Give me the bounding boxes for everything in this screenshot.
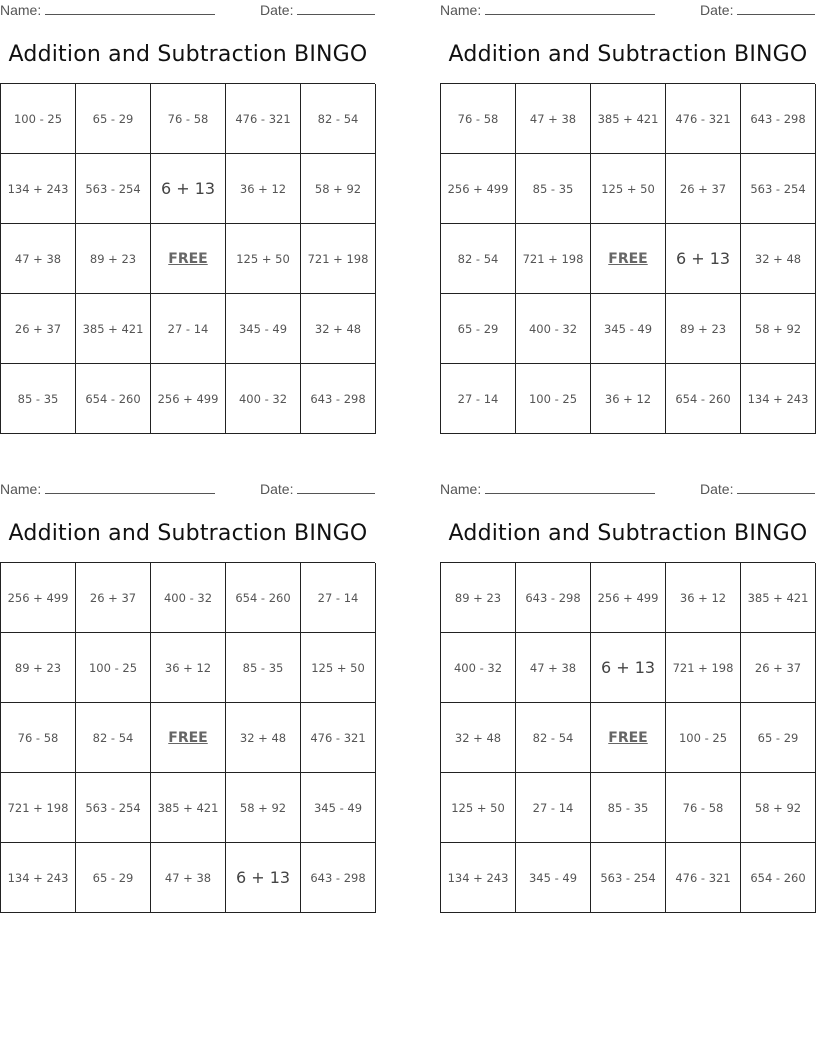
bingo-cell[interactable]: 125 + 50 [226, 224, 301, 294]
bingo-cell[interactable]: 643 - 298 [741, 84, 816, 154]
card-title: Addition and Subtraction BINGO [448, 42, 808, 67]
bingo-cell[interactable]: 6 + 13 [666, 224, 741, 294]
name-label: Name: [0, 2, 42, 18]
bingo-cell[interactable]: 125 + 50 [591, 154, 666, 224]
bingo-cell[interactable]: 134 + 243 [441, 843, 516, 913]
date-field[interactable] [260, 481, 375, 497]
bingo-cell[interactable]: 385 + 421 [76, 294, 151, 364]
bingo-cell[interactable]: 32 + 48 [226, 703, 301, 773]
bingo-cell[interactable]: 563 - 254 [76, 154, 151, 224]
bingo-cell[interactable]: 345 - 49 [301, 773, 376, 843]
bingo-cell[interactable]: 47 + 38 [1, 224, 76, 294]
bingo-cell[interactable]: 721 + 198 [516, 224, 591, 294]
bingo-cell[interactable]: 256 + 499 [1, 563, 76, 633]
bingo-cell[interactable]: 58 + 92 [741, 294, 816, 364]
bingo-cell[interactable]: 654 - 260 [226, 563, 301, 633]
bingo-cell[interactable]: 47 + 38 [516, 84, 591, 154]
bingo-cell[interactable]: 125 + 50 [301, 633, 376, 703]
bingo-cell[interactable]: 89 + 23 [441, 563, 516, 633]
bingo-cell[interactable]: 654 - 260 [76, 364, 151, 434]
bingo-cell[interactable]: 27 - 14 [516, 773, 591, 843]
bingo-cell[interactable]: 65 - 29 [76, 843, 151, 913]
bingo-grid [440, 562, 815, 913]
name-blank-line[interactable] [45, 2, 215, 15]
free-space[interactable]: FREE [151, 224, 226, 294]
bingo-cell[interactable]: 400 - 32 [226, 364, 301, 434]
date-blank-line[interactable] [737, 2, 815, 15]
bingo-cell[interactable]: 256 + 499 [151, 364, 226, 434]
bingo-cell[interactable]: 47 + 38 [151, 843, 226, 913]
bingo-cell[interactable]: 76 - 58 [1, 703, 76, 773]
bingo-cell[interactable]: 654 - 260 [666, 364, 741, 434]
bingo-cell[interactable]: 400 - 32 [151, 563, 226, 633]
bingo-cell[interactable]: 32 + 48 [301, 294, 376, 364]
bingo-cell[interactable]: 85 - 35 [516, 154, 591, 224]
bingo-cell[interactable]: 476 - 321 [666, 84, 741, 154]
date-label: Date: [260, 481, 294, 497]
bingo-cell[interactable]: 36 + 12 [591, 364, 666, 434]
bingo-cell[interactable]: 58 + 92 [226, 773, 301, 843]
bingo-cell[interactable]: 563 - 254 [76, 773, 151, 843]
bingo-cell[interactable]: 27 - 14 [151, 294, 226, 364]
bingo-cell[interactable]: 27 - 14 [441, 364, 516, 434]
name-date-row [440, 481, 816, 499]
bingo-cell[interactable]: 385 + 421 [591, 84, 666, 154]
name-field[interactable] [0, 2, 215, 18]
bingo-cell[interactable]: 47 + 38 [516, 633, 591, 703]
bingo-cell[interactable]: 643 - 298 [301, 843, 376, 913]
bingo-cell[interactable]: 100 - 25 [516, 364, 591, 434]
bingo-card [0, 0, 376, 440]
bingo-cell[interactable]: 89 + 23 [1, 633, 76, 703]
bingo-cell[interactable]: 476 - 321 [301, 703, 376, 773]
bingo-cell[interactable]: 134 + 243 [741, 364, 816, 434]
bingo-cell[interactable]: 125 + 50 [441, 773, 516, 843]
date-field[interactable] [260, 2, 375, 18]
bingo-cell[interactable]: 65 - 29 [741, 703, 816, 773]
bingo-cell[interactable]: 89 + 23 [666, 294, 741, 364]
bingo-cell[interactable]: 82 - 54 [301, 84, 376, 154]
bingo-cell[interactable]: 400 - 32 [441, 633, 516, 703]
bingo-cell[interactable]: 345 - 49 [516, 843, 591, 913]
name-blank-line[interactable] [485, 2, 655, 15]
bingo-cell[interactable]: 36 + 12 [151, 633, 226, 703]
bingo-cell[interactable]: 385 + 421 [741, 563, 816, 633]
bingo-grid [440, 83, 815, 434]
bingo-cell[interactable]: 82 - 54 [441, 224, 516, 294]
date-field[interactable] [700, 481, 815, 497]
card-title: Addition and Subtraction BINGO [8, 521, 368, 546]
bingo-cell[interactable]: 32 + 48 [741, 224, 816, 294]
bingo-cell[interactable]: 85 - 35 [591, 773, 666, 843]
bingo-cell[interactable]: 721 + 198 [666, 633, 741, 703]
bingo-cell[interactable]: 721 + 198 [301, 224, 376, 294]
bingo-cell[interactable]: 76 - 58 [666, 773, 741, 843]
name-field[interactable] [440, 2, 655, 18]
bingo-cell[interactable]: 563 - 254 [591, 843, 666, 913]
bingo-cell[interactable]: 26 + 37 [741, 633, 816, 703]
bingo-cell[interactable]: 643 - 298 [516, 563, 591, 633]
name-date-row [440, 2, 816, 20]
name-field[interactable] [0, 481, 215, 497]
bingo-cell[interactable]: 32 + 48 [441, 703, 516, 773]
bingo-cell[interactable]: 100 - 25 [1, 84, 76, 154]
bingo-cell[interactable]: 643 - 298 [301, 364, 376, 434]
bingo-cell[interactable]: 400 - 32 [516, 294, 591, 364]
bingo-cell[interactable]: 76 - 58 [151, 84, 226, 154]
bingo-cell[interactable]: 26 + 37 [1, 294, 76, 364]
bingo-grid [0, 83, 375, 434]
name-date-row [0, 2, 376, 20]
name-label: Name: [440, 2, 482, 18]
bingo-cell[interactable]: 256 + 499 [441, 154, 516, 224]
bingo-cell[interactable]: 82 - 54 [76, 703, 151, 773]
date-blank-line[interactable] [297, 481, 375, 494]
card-title: Addition and Subtraction BINGO [448, 521, 808, 546]
free-space[interactable]: FREE [591, 703, 666, 773]
bingo-cell[interactable]: 76 - 58 [441, 84, 516, 154]
bingo-cell[interactable]: 100 - 25 [76, 633, 151, 703]
bingo-cell[interactable]: 654 - 260 [741, 843, 816, 913]
bingo-cell[interactable]: 6 + 13 [151, 154, 226, 224]
name-blank-line[interactable] [485, 481, 655, 494]
bingo-cell[interactable]: 27 - 14 [301, 563, 376, 633]
bingo-cell[interactable]: 256 + 499 [591, 563, 666, 633]
name-blank-line[interactable] [45, 481, 215, 494]
bingo-cell[interactable]: 134 + 243 [1, 154, 76, 224]
bingo-cell[interactable]: 345 - 49 [591, 294, 666, 364]
name-field[interactable] [440, 481, 655, 497]
bingo-cell[interactable]: 36 + 12 [226, 154, 301, 224]
name-date-row [0, 481, 376, 499]
bingo-cell[interactable]: 65 - 29 [441, 294, 516, 364]
bingo-cell[interactable]: 721 + 198 [1, 773, 76, 843]
bingo-card [440, 0, 816, 440]
card-title: Addition and Subtraction BINGO [8, 42, 368, 67]
bingo-cell[interactable]: 26 + 37 [76, 563, 151, 633]
bingo-card [0, 479, 376, 919]
bingo-cell[interactable]: 476 - 321 [226, 84, 301, 154]
date-blank-line[interactable] [297, 2, 375, 15]
name-label: Name: [440, 481, 482, 497]
bingo-cell[interactable]: 85 - 35 [226, 633, 301, 703]
bingo-cell[interactable]: 100 - 25 [666, 703, 741, 773]
bingo-cell[interactable]: 89 + 23 [76, 224, 151, 294]
bingo-cell[interactable]: 6 + 13 [591, 633, 666, 703]
date-field[interactable] [700, 2, 815, 18]
bingo-cell[interactable]: 65 - 29 [76, 84, 151, 154]
bingo-cell[interactable]: 36 + 12 [666, 563, 741, 633]
bingo-cell[interactable]: 26 + 37 [666, 154, 741, 224]
bingo-cell[interactable]: 134 + 243 [1, 843, 76, 913]
bingo-grid [0, 562, 375, 913]
date-label: Date: [700, 2, 734, 18]
bingo-card [440, 479, 816, 919]
bingo-cell[interactable]: 476 - 321 [666, 843, 741, 913]
date-label: Date: [700, 481, 734, 497]
date-label: Date: [260, 2, 294, 18]
bingo-cell[interactable]: 85 - 35 [1, 364, 76, 434]
bingo-cell[interactable]: 563 - 254 [741, 154, 816, 224]
bingo-cell[interactable]: 58 + 92 [741, 773, 816, 843]
bingo-cell[interactable]: 6 + 13 [226, 843, 301, 913]
name-label: Name: [0, 481, 42, 497]
free-space[interactable]: FREE [591, 224, 666, 294]
bingo-cell[interactable]: 58 + 92 [301, 154, 376, 224]
date-blank-line[interactable] [737, 481, 815, 494]
bingo-cell[interactable]: 385 + 421 [151, 773, 226, 843]
bingo-cell[interactable]: 345 - 49 [226, 294, 301, 364]
bingo-cell[interactable]: 82 - 54 [516, 703, 591, 773]
free-space[interactable]: FREE [151, 703, 226, 773]
